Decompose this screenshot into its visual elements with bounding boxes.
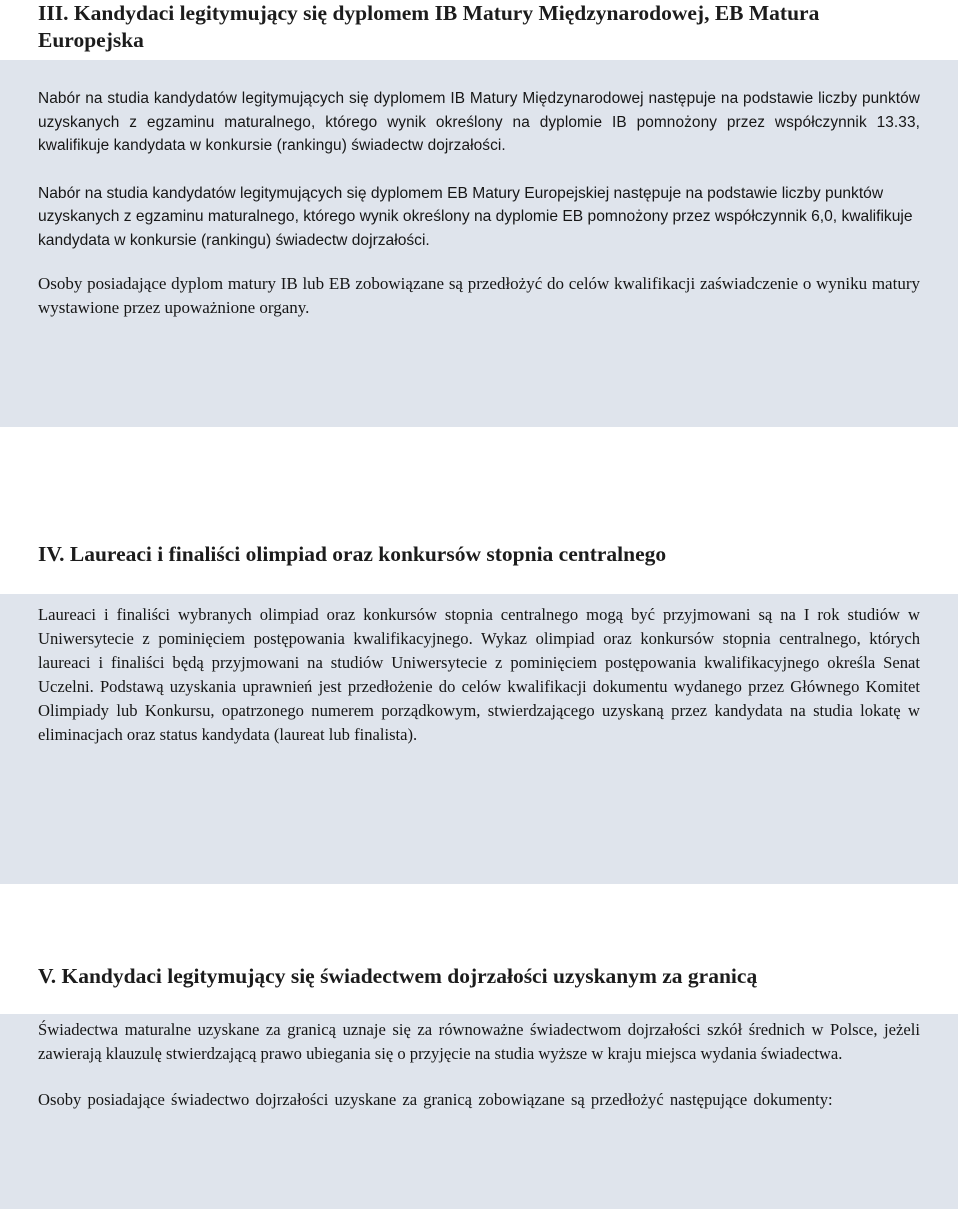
section-iv-paragraph: Laureaci i finaliści wybranych olimpiad oraz konkursów stopnia centralnego mogą być przyjmowani są na I rok studiów w Uniwersytecie z pominięciem postępowania kwalifikacyjnego. Wykaz olimpiad oraz konkursów stopnia centralnego, których laureaci i finaliści będą przyjmowani na studiów Uniwersytecie z pominięciem postępowania kwalifikacyjnego określa Senat Uczelni. Podstawą uzyskania uprawnień jest przedłożenie do celów kwalifikacji dokumentu wydanego przez Głównego Komitet Olimpiady lub Konkursu, opatrzonego numerem porządkowym, stwierdzającego uzyskaną przez kandydata na studia lokatę w eliminacjach oraz status kandydata (laureat lub finalista).: [38, 605, 920, 744]
section-iii-paragraph-eb: Nabór na studia kandydatów legitymujących się dyplomem EB Matury Europejskiej następuje na podstawie liczby punktów uzyskanych z egzaminu maturalnego, którego wynik określony na dyplomie EB pomnożony przez współczynnik 6,0, kwalifikuje kandydata w konkursie (rankingu) świadectw dojrzałości.: [38, 184, 913, 249]
section-iii-paragraph-documents: Osoby posiadające dyplom matury IB lub EB zobowiązane są przedłożyć do celów kwalifikacji zaświadczenie o wyniku matury wystawione przez upoważnione organy.: [38, 274, 920, 317]
section-iii-box: [0, 60, 958, 427]
section-v-heading: V. Kandydaci legitymujący się świadectwem dojrzałości uzyskanym za granicą: [38, 964, 758, 988]
section-iii-paragraph-ib: Nabór na studia kandydatów legitymujących się dyplomem IB Matury Międzynarodowej następuje na podstawie liczby punktów uzyskanych z egzaminu maturalnego, którego wynik określony na dyplomie IB pomnożony przez współczynnik 13.33, kwalifikuje kandydata w konkursie (rankingu) świadectw dojrzałości.: [38, 90, 920, 154]
section-iv-box: [0, 594, 958, 884]
section-iii-heading: III. Kandydaci legitymujący się dyplomem IB Matury Międzynarodowej, EB Matura Europejska: [38, 1, 820, 52]
section-v-box: [0, 1014, 958, 1209]
section-v-paragraph-recognition: Świadectwa maturalne uzyskane za granicą uznaje się za równoważne świadectwom dojrzałości szkół średnich w Polsce, jeżeli zawierają klauzulę stwierdzającą prawo ubiegania się o przyjęcie na studia wyższe w kraju miejsca wydania świadectwa.: [38, 1020, 920, 1063]
section-iv-heading: IV. Laureaci i finaliści olimpiad oraz konkursów stopnia centralnego: [38, 542, 667, 566]
section-v-paragraph-documents: Osoby posiadające świadectwo dojrzałości uzyskane za granicą zobowiązane są przedłożyć następujące dokumenty:: [38, 1090, 833, 1109]
